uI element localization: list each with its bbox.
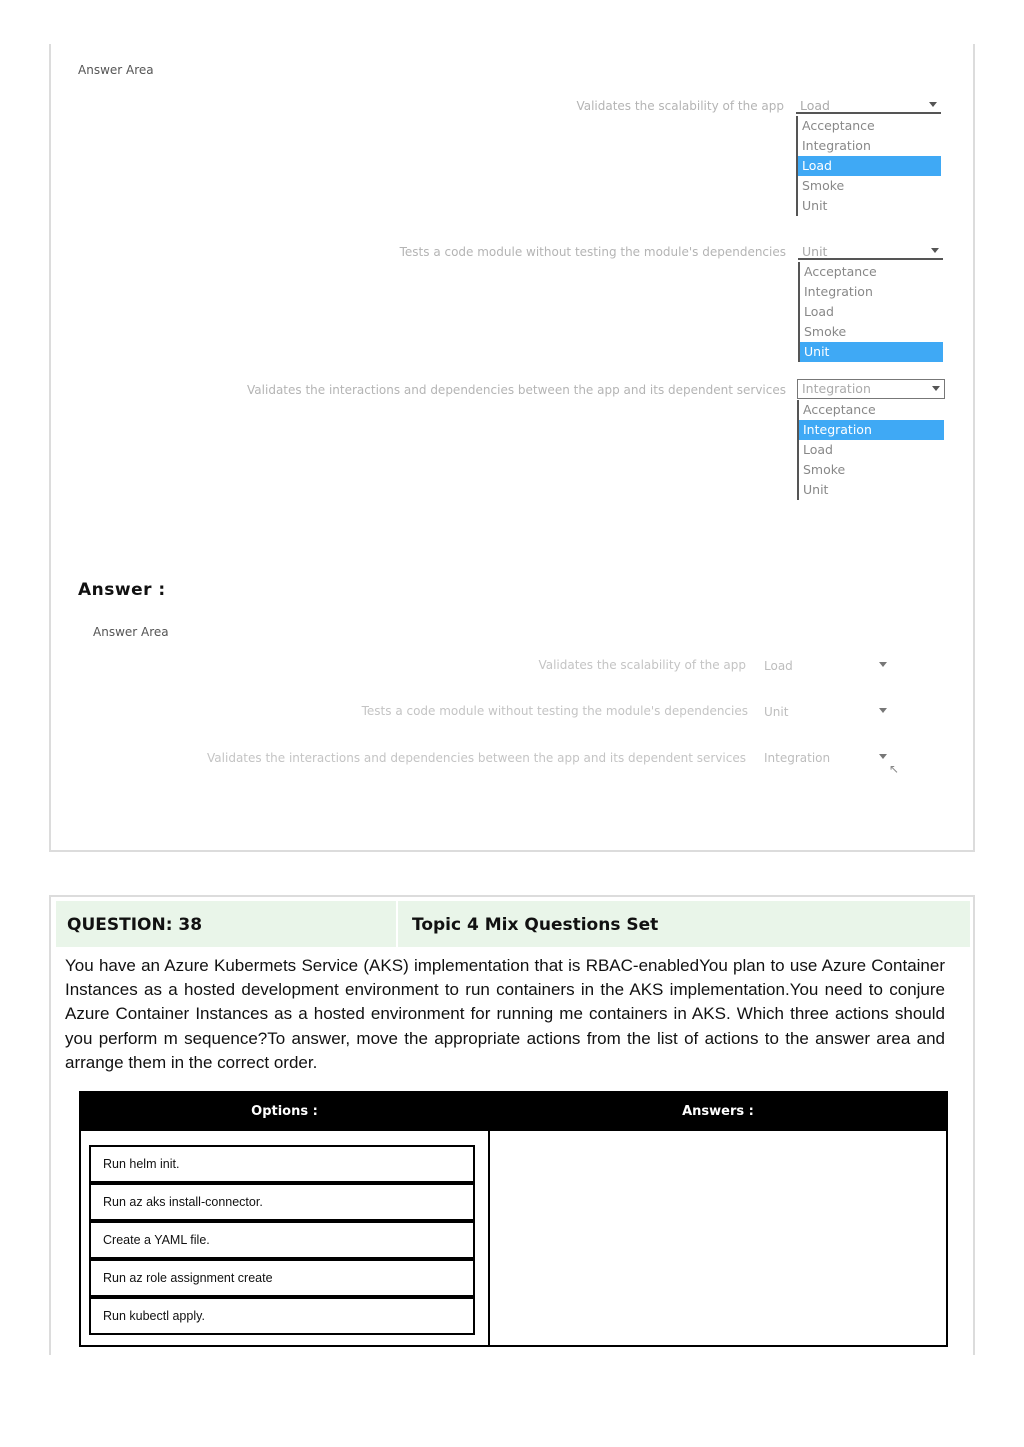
- row2-option[interactable]: Acceptance: [804, 264, 877, 279]
- chevron-down-icon: [932, 386, 940, 391]
- answer-area-title-2: Answer Area: [93, 625, 169, 639]
- row3-option-selected[interactable]: Integration: [799, 420, 944, 440]
- option-item[interactable]: Run az role assignment create: [89, 1259, 475, 1297]
- row1-option[interactable]: Unit: [802, 198, 828, 213]
- row2-option[interactable]: Load: [804, 304, 834, 319]
- answers-header: Answers :: [682, 1104, 754, 1119]
- row2-select-value: Unit: [802, 244, 828, 259]
- answer-row2-value: Unit: [764, 705, 789, 719]
- row3-option[interactable]: Smoke: [803, 462, 846, 477]
- drag-drop-table: [79, 1091, 948, 1347]
- row3-select-value: Integration: [802, 381, 871, 396]
- answers-drop-zone[interactable]: [491, 1131, 946, 1345]
- answer-row2-label: Tests a code module without testing the module's dependencies: [361, 704, 748, 718]
- option-item[interactable]: Run helm init.: [89, 1145, 475, 1183]
- row3-option[interactable]: Acceptance: [803, 402, 876, 417]
- question-number: QUESTION: 38: [67, 915, 203, 935]
- row2-label: Tests a code module without testing the module's dependencies: [399, 245, 786, 259]
- row2-option[interactable]: Integration: [804, 284, 873, 299]
- table-header: [81, 1093, 946, 1131]
- answer-row3-value: Integration: [764, 751, 831, 765]
- option-item[interactable]: Run az aks install-connector.: [89, 1183, 475, 1221]
- row1-select-value: Load: [800, 98, 830, 113]
- chevron-down-icon: [931, 248, 939, 253]
- answer-area-title: Answer Area: [78, 63, 154, 77]
- row3-option[interactable]: Load: [803, 442, 833, 457]
- option-item[interactable]: Create a YAML file.: [89, 1221, 475, 1259]
- row3-label: Validates the interactions and dependencies between the app and its dependent services: [247, 383, 786, 397]
- question-header: [56, 901, 970, 947]
- chevron-down-icon[interactable]: [879, 708, 887, 713]
- answer-row1-value: Load: [764, 659, 793, 673]
- row3-select[interactable]: [797, 379, 945, 399]
- chevron-down-icon: [929, 102, 937, 107]
- answer-row3-label: Validates the interactions and dependencies between the app and its dependent services: [207, 751, 746, 765]
- chevron-down-icon[interactable]: [879, 754, 887, 759]
- row1-label: Validates the scalability of the app: [576, 99, 784, 113]
- row1-select[interactable]: [796, 98, 941, 114]
- cursor-icon: ↖: [889, 762, 900, 776]
- options-header: Options :: [251, 1104, 318, 1119]
- row1-option[interactable]: Acceptance: [802, 118, 875, 133]
- question-topic: Topic 4 Mix Questions Set: [412, 915, 659, 935]
- row2-option-selected[interactable]: Unit: [800, 342, 943, 362]
- answer-row1-label: Validates the scalability of the app: [538, 658, 746, 672]
- row1-option[interactable]: Integration: [802, 138, 871, 153]
- row2-option[interactable]: Smoke: [804, 324, 847, 339]
- row1-option[interactable]: Smoke: [802, 178, 845, 193]
- table-column-divider: [488, 1093, 490, 1345]
- option-item[interactable]: Run kubectl apply.: [89, 1297, 475, 1335]
- row1-options: [796, 116, 941, 216]
- row3-option[interactable]: Unit: [803, 482, 829, 497]
- header-divider: [396, 901, 398, 947]
- row1-option-selected[interactable]: Load: [798, 156, 941, 176]
- answer-heading: Answer :: [78, 580, 166, 600]
- chevron-down-icon[interactable]: [879, 662, 887, 667]
- row2-select[interactable]: [798, 244, 943, 260]
- question-text: You have an Azure Kubermets Service (AKS) implementation that is RBAC-enabledYou plan to use Azure Container Instances as a hosted development environment to run containers in the AKS implementation.You need to conjure Azure Container Instances as a hosted environment for running me containers in AKS. Which three actions should you perform m sequence?To answer, move the appropriate actions from the list of actions to the answer area and arrange them in the correct order.: [65, 956, 945, 1072]
- row3-options: [797, 400, 944, 500]
- row2-options: [798, 262, 943, 362]
